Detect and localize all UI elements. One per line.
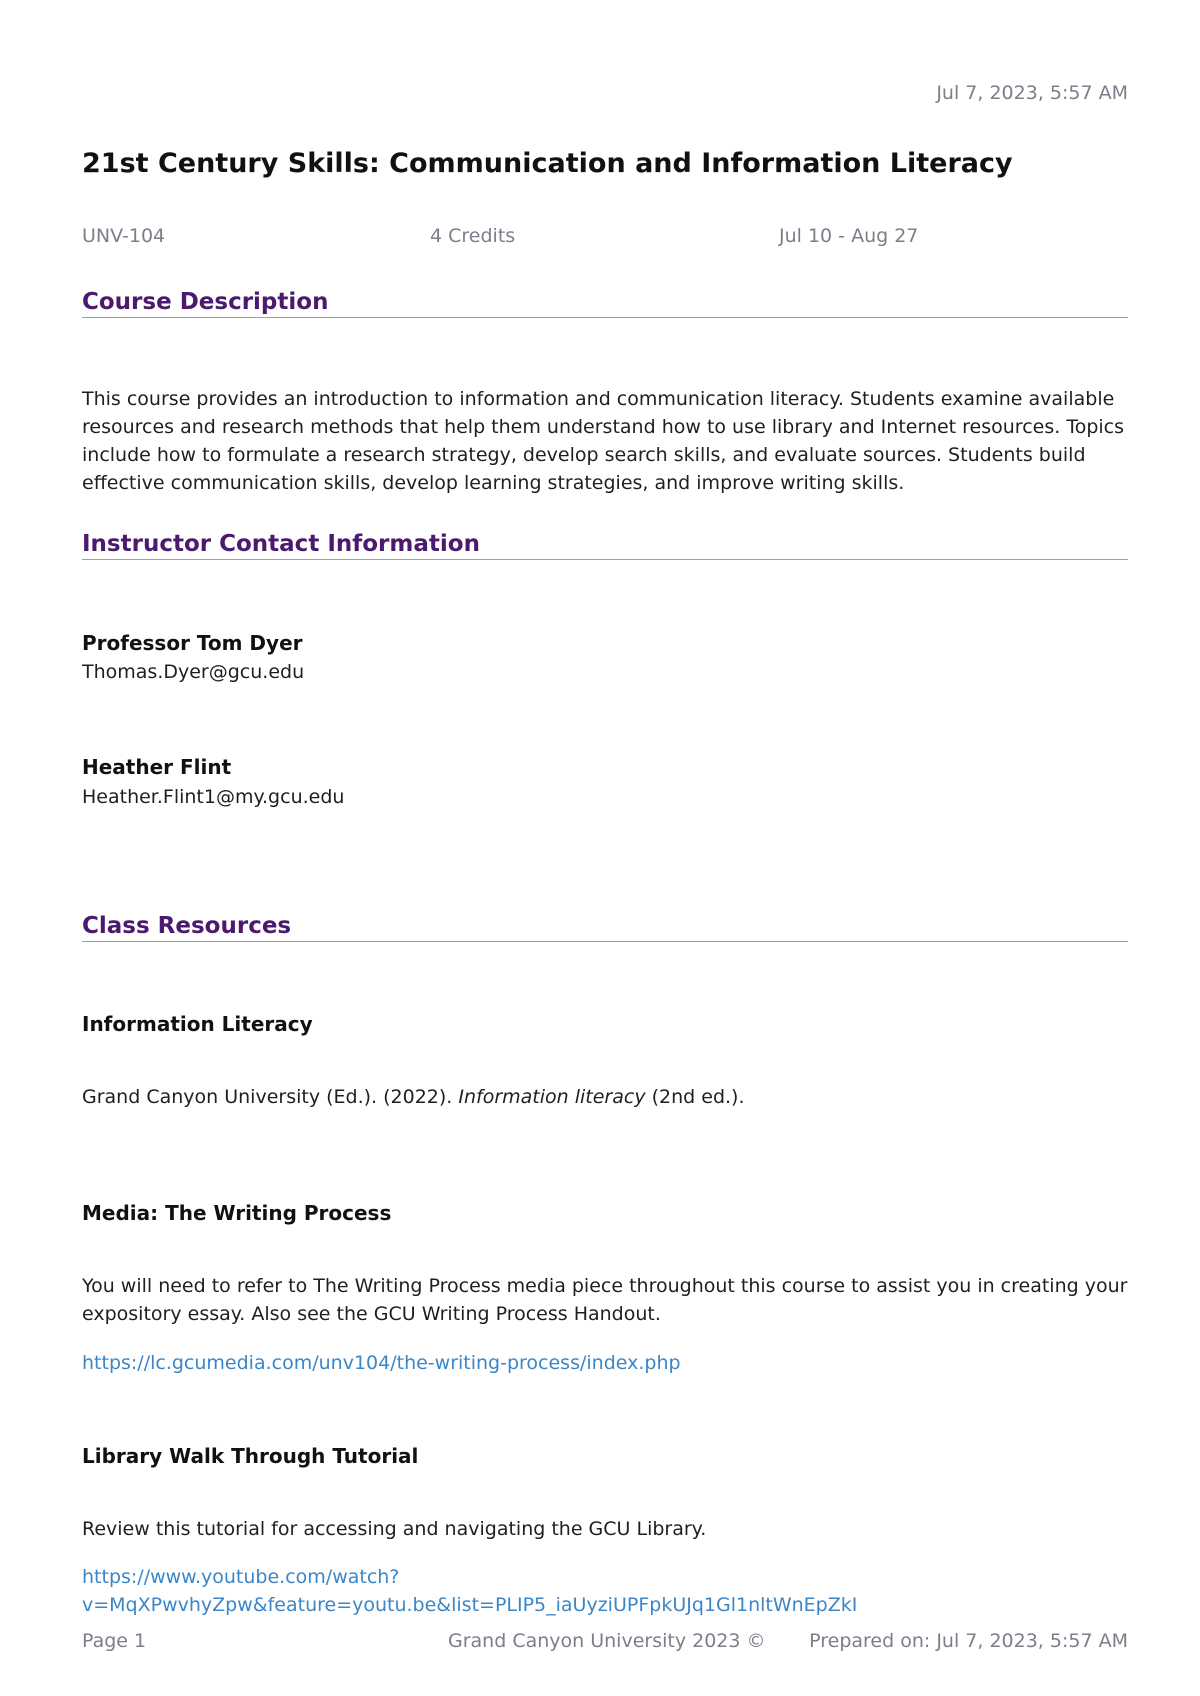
resource-link-line[interactable]: https://www.youtube.com/watch?	[82, 1566, 400, 1588]
footer-copyright: Grand Canyon University 2023 ©	[448, 1630, 766, 1652]
resource-link[interactable]: https://lc.gcumedia.com/unv104/the-writing-process/index.php	[82, 1352, 681, 1374]
contact-email: Heather.Flint1@my.gcu.edu	[82, 786, 345, 808]
footer-prepared-on: Prepared on: Jul 7, 2023, 5:57 AM	[809, 1630, 1128, 1652]
resource-citation	[82, 1083, 1128, 1111]
resource-description: You will need to refer to The Writing Process media piece throughout this course to assist you in creating your expository essay. Also see the GCU Writing Process Handout.	[82, 1275, 1128, 1325]
course-dates: Jul 10 - Aug 27	[779, 225, 919, 247]
instructor-contact-heading: Instructor Contact Information	[82, 531, 1128, 560]
page-title: 21st Century Skills: Communication and Information Literacy	[82, 148, 1013, 179]
course-description-text: This course provides an introduction to information and communication literacy. Students examine available resources and research methods that help them understand how to use library and Internet resources. Topics include how to formulate a research strategy, develop search skills, and evaluate sources. Students build effective communication skills, develop learning strategies, and improve writing skills.	[82, 388, 1125, 494]
resource-title: Media: The Writing Process	[82, 1201, 392, 1225]
contact-name: Professor Tom Dyer	[82, 631, 303, 655]
course-credits: 4 Credits	[430, 225, 516, 247]
print-timestamp: Jul 7, 2023, 5:57 AM	[936, 82, 1128, 104]
resource-link[interactable]	[82, 1563, 857, 1619]
resource-link-line[interactable]: v=MqXPwvhyZpw&feature=youtu.be&list=PLIP5_iaUyziUPFpkUJq1Gl1nltWnEpZkI	[82, 1594, 858, 1616]
contact-email: Thomas.Dyer@gcu.edu	[82, 661, 305, 683]
contact-name: Heather Flint	[82, 755, 232, 779]
citation-book-title: Information literacy	[458, 1086, 646, 1108]
course-code: UNV-104	[82, 225, 166, 247]
resource-title: Information Literacy	[82, 1012, 313, 1036]
resource-title: Library Walk Through Tutorial	[82, 1444, 419, 1468]
class-resources-heading: Class Resources	[82, 913, 1128, 942]
citation-edition: (2nd ed.).	[645, 1086, 745, 1108]
page-number: Page 1	[82, 1630, 147, 1652]
course-description-heading: Course Description	[82, 289, 1128, 318]
document-page	[82, 0, 1128, 1696]
resource-description: Review this tutorial for accessing and navigating the GCU Library.	[82, 1518, 707, 1540]
citation-text: Grand Canyon University (Ed.). (2022).	[82, 1086, 459, 1108]
